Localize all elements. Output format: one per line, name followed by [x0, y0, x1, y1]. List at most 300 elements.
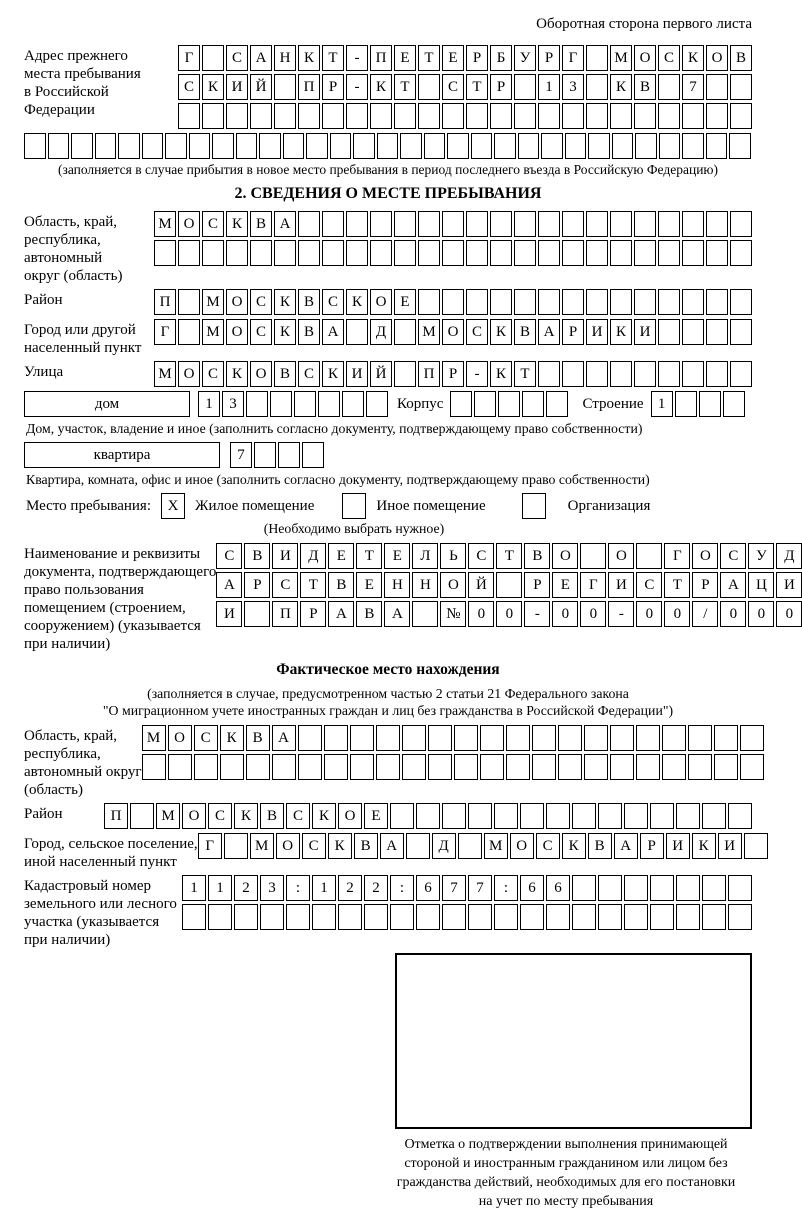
char-cell[interactable]: В	[524, 543, 550, 569]
char-cell[interactable]: Т	[466, 74, 488, 100]
char-cell[interactable]	[370, 240, 392, 266]
char-cell[interactable]: В	[730, 45, 752, 71]
char-cell[interactable]: П	[154, 289, 176, 315]
char-cell[interactable]: 2	[338, 875, 362, 901]
char-cell[interactable]	[658, 74, 680, 100]
char-cell[interactable]: О	[706, 45, 728, 71]
char-cell[interactable]	[610, 103, 632, 129]
char-cell[interactable]: С	[226, 45, 248, 71]
char-cell[interactable]: Д	[776, 543, 802, 569]
char-cell[interactable]	[324, 725, 348, 751]
char-cell[interactable]	[259, 133, 281, 159]
char-cell[interactable]	[298, 754, 322, 780]
char-cell[interactable]	[212, 133, 234, 159]
char-cell[interactable]	[168, 754, 192, 780]
char-cell[interactable]	[520, 904, 544, 930]
char-cell[interactable]	[572, 904, 596, 930]
char-cell[interactable]: О	[440, 572, 466, 598]
char-cell[interactable]: Т	[664, 572, 690, 598]
char-cell[interactable]	[480, 725, 504, 751]
char-cell[interactable]	[730, 103, 752, 129]
char-cell[interactable]: С	[216, 543, 242, 569]
char-cell[interactable]: Г	[178, 45, 200, 71]
char-cell[interactable]	[494, 133, 516, 159]
char-cell[interactable]	[194, 754, 218, 780]
char-cell[interactable]	[394, 361, 416, 387]
char-cell[interactable]	[294, 391, 316, 417]
char-cell[interactable]	[706, 133, 728, 159]
char-cell[interactable]	[250, 240, 272, 266]
char-cell[interactable]: Р	[466, 45, 488, 71]
char-cell[interactable]: Т	[496, 543, 522, 569]
char-cell[interactable]	[471, 133, 493, 159]
char-cell[interactable]: Н	[274, 45, 296, 71]
char-cell[interactable]	[394, 211, 416, 237]
char-cell[interactable]: С	[658, 45, 680, 71]
char-cell[interactable]	[706, 240, 728, 266]
char-cell[interactable]	[394, 319, 416, 345]
char-cell[interactable]	[699, 391, 721, 417]
char-cell[interactable]	[244, 601, 270, 627]
char-cell[interactable]: С	[250, 289, 272, 315]
checkbox-other-premises[interactable]	[342, 493, 366, 519]
char-cell[interactable]	[706, 361, 728, 387]
char-cell[interactable]: М	[250, 833, 274, 859]
char-cell[interactable]	[744, 833, 768, 859]
char-cell[interactable]	[220, 754, 244, 780]
checkbox-residential[interactable]: X	[161, 493, 185, 519]
char-cell[interactable]: Р	[244, 572, 270, 598]
char-cell[interactable]: Й	[468, 572, 494, 598]
checkbox-organization[interactable]	[522, 493, 546, 519]
char-cell[interactable]	[364, 904, 388, 930]
char-cell[interactable]: :	[494, 875, 518, 901]
char-cell[interactable]: А	[322, 319, 344, 345]
char-cell[interactable]	[729, 133, 751, 159]
char-cell[interactable]	[514, 289, 536, 315]
char-cell[interactable]: С	[202, 211, 224, 237]
char-cell[interactable]	[522, 391, 544, 417]
char-cell[interactable]: Р	[490, 74, 512, 100]
char-cell[interactable]	[740, 725, 764, 751]
char-cell[interactable]: А	[328, 601, 354, 627]
char-cell[interactable]: -	[524, 601, 550, 627]
char-cell[interactable]: П	[298, 74, 320, 100]
char-cell[interactable]	[634, 289, 656, 315]
char-cell[interactable]	[565, 133, 587, 159]
char-cell[interactable]	[178, 289, 200, 315]
char-cell[interactable]	[366, 391, 388, 417]
char-cell[interactable]: С	[322, 289, 344, 315]
char-cell[interactable]	[676, 875, 700, 901]
char-cell[interactable]	[658, 361, 680, 387]
char-cell[interactable]	[586, 361, 608, 387]
char-cell[interactable]	[610, 725, 634, 751]
char-cell[interactable]	[498, 391, 520, 417]
char-cell[interactable]: К	[370, 74, 392, 100]
char-cell[interactable]: К	[562, 833, 586, 859]
char-cell[interactable]	[730, 361, 752, 387]
char-cell[interactable]: 7	[682, 74, 704, 100]
char-cell[interactable]: Т	[322, 45, 344, 71]
char-cell[interactable]: К	[226, 361, 248, 387]
char-cell[interactable]	[394, 103, 416, 129]
char-cell[interactable]: С	[720, 543, 746, 569]
char-cell[interactable]	[706, 74, 728, 100]
char-cell[interactable]	[658, 103, 680, 129]
char-cell[interactable]	[474, 391, 496, 417]
char-cell[interactable]	[442, 240, 464, 266]
char-cell[interactable]: Е	[552, 572, 578, 598]
char-cell[interactable]: И	[634, 319, 656, 345]
char-cell[interactable]	[260, 904, 284, 930]
char-cell[interactable]	[518, 133, 540, 159]
char-cell[interactable]: 6	[546, 875, 570, 901]
char-cell[interactable]	[250, 103, 272, 129]
char-cell[interactable]: С	[536, 833, 560, 859]
char-cell[interactable]: Т	[418, 45, 440, 71]
char-cell[interactable]: Г	[198, 833, 222, 859]
char-cell[interactable]	[676, 904, 700, 930]
char-cell[interactable]	[490, 103, 512, 129]
char-cell[interactable]	[346, 103, 368, 129]
char-cell[interactable]: С	[178, 74, 200, 100]
char-cell[interactable]: -	[466, 361, 488, 387]
char-cell[interactable]	[118, 133, 140, 159]
char-cell[interactable]	[538, 103, 560, 129]
char-cell[interactable]	[312, 904, 336, 930]
char-cell[interactable]	[466, 103, 488, 129]
char-cell[interactable]: Е	[394, 289, 416, 315]
char-cell[interactable]: С	[194, 725, 218, 751]
char-cell[interactable]: Л	[412, 543, 438, 569]
char-cell[interactable]: О	[552, 543, 578, 569]
char-cell[interactable]: Г	[664, 543, 690, 569]
char-cell[interactable]: 0	[580, 601, 606, 627]
char-cell[interactable]	[532, 725, 556, 751]
char-cell[interactable]: К	[220, 725, 244, 751]
char-cell[interactable]: С	[468, 543, 494, 569]
char-cell[interactable]: М	[154, 211, 176, 237]
char-cell[interactable]	[532, 754, 556, 780]
char-cell[interactable]	[610, 754, 634, 780]
char-cell[interactable]	[442, 211, 464, 237]
char-cell[interactable]: А	[614, 833, 638, 859]
char-cell[interactable]	[682, 289, 704, 315]
char-cell[interactable]	[598, 875, 622, 901]
char-cell[interactable]: Е	[364, 803, 388, 829]
char-cell[interactable]	[246, 391, 268, 417]
char-cell[interactable]	[730, 319, 752, 345]
char-cell[interactable]	[514, 74, 536, 100]
char-cell[interactable]	[586, 240, 608, 266]
char-cell[interactable]: К	[298, 45, 320, 71]
char-cell[interactable]: Т	[514, 361, 536, 387]
char-cell[interactable]	[634, 103, 656, 129]
char-cell[interactable]: О	[608, 543, 634, 569]
char-cell[interactable]	[740, 754, 764, 780]
char-cell[interactable]: С	[286, 803, 310, 829]
char-cell[interactable]	[202, 45, 224, 71]
char-cell[interactable]	[418, 240, 440, 266]
char-cell[interactable]: 1	[538, 74, 560, 100]
char-cell[interactable]: К	[274, 289, 296, 315]
char-cell[interactable]: И	[216, 601, 242, 627]
char-cell[interactable]: К	[234, 803, 258, 829]
char-cell[interactable]	[202, 240, 224, 266]
char-cell[interactable]: 0	[636, 601, 662, 627]
char-cell[interactable]	[450, 391, 472, 417]
char-cell[interactable]: В	[274, 361, 296, 387]
char-cell[interactable]	[584, 725, 608, 751]
char-cell[interactable]	[270, 391, 292, 417]
char-cell[interactable]: :	[390, 875, 414, 901]
char-cell[interactable]	[208, 904, 232, 930]
char-cell[interactable]	[558, 725, 582, 751]
char-cell[interactable]: И	[346, 361, 368, 387]
char-cell[interactable]: Р	[322, 74, 344, 100]
char-cell[interactable]: Е	[328, 543, 354, 569]
char-cell[interactable]	[350, 754, 374, 780]
char-cell[interactable]: К	[346, 289, 368, 315]
char-cell[interactable]	[658, 289, 680, 315]
char-cell[interactable]	[702, 904, 726, 930]
char-cell[interactable]	[636, 543, 662, 569]
char-cell[interactable]	[182, 904, 206, 930]
char-cell[interactable]: 0	[552, 601, 578, 627]
char-cell[interactable]	[580, 543, 606, 569]
char-cell[interactable]	[322, 103, 344, 129]
char-cell[interactable]	[370, 211, 392, 237]
char-cell[interactable]	[572, 803, 596, 829]
char-cell[interactable]: В	[298, 319, 320, 345]
char-cell[interactable]	[394, 240, 416, 266]
char-cell[interactable]	[610, 240, 632, 266]
char-cell[interactable]	[480, 754, 504, 780]
char-cell[interactable]	[236, 133, 258, 159]
char-cell[interactable]	[466, 211, 488, 237]
char-cell[interactable]	[514, 211, 536, 237]
char-cell[interactable]	[468, 904, 492, 930]
char-cell[interactable]	[346, 319, 368, 345]
char-cell[interactable]: А	[380, 833, 404, 859]
char-cell[interactable]: С	[466, 319, 488, 345]
char-cell[interactable]: В	[298, 289, 320, 315]
char-cell[interactable]: 1	[182, 875, 206, 901]
char-cell[interactable]: Д	[432, 833, 456, 859]
char-cell[interactable]: Р	[640, 833, 664, 859]
char-cell[interactable]: О	[510, 833, 534, 859]
char-cell[interactable]: У	[748, 543, 774, 569]
char-cell[interactable]	[418, 103, 440, 129]
char-cell[interactable]: Е	[384, 543, 410, 569]
char-cell[interactable]	[412, 601, 438, 627]
char-cell[interactable]	[468, 803, 492, 829]
char-cell[interactable]: О	[226, 319, 248, 345]
char-cell[interactable]	[682, 240, 704, 266]
char-cell[interactable]	[418, 289, 440, 315]
char-cell[interactable]: С	[202, 361, 224, 387]
char-cell[interactable]	[298, 103, 320, 129]
char-cell[interactable]	[402, 725, 426, 751]
char-cell[interactable]	[634, 240, 656, 266]
char-cell[interactable]	[466, 240, 488, 266]
char-cell[interactable]: О	[178, 361, 200, 387]
char-cell[interactable]	[324, 754, 348, 780]
char-cell[interactable]: М	[142, 725, 166, 751]
char-cell[interactable]: М	[202, 289, 224, 315]
char-cell[interactable]: М	[154, 361, 176, 387]
char-cell[interactable]	[541, 133, 563, 159]
char-cell[interactable]	[546, 391, 568, 417]
char-cell[interactable]	[490, 240, 512, 266]
char-cell[interactable]	[283, 133, 305, 159]
char-cell[interactable]: А	[272, 725, 296, 751]
char-cell[interactable]	[610, 289, 632, 315]
char-cell[interactable]	[636, 725, 660, 751]
char-cell[interactable]: /	[692, 601, 718, 627]
char-cell[interactable]: К	[328, 833, 352, 859]
char-cell[interactable]	[390, 904, 414, 930]
char-cell[interactable]	[346, 211, 368, 237]
char-cell[interactable]	[322, 211, 344, 237]
char-cell[interactable]	[702, 875, 726, 901]
char-cell[interactable]: А	[720, 572, 746, 598]
char-cell[interactable]	[546, 803, 570, 829]
char-cell[interactable]	[586, 74, 608, 100]
char-cell[interactable]	[610, 361, 632, 387]
char-cell[interactable]	[454, 754, 478, 780]
char-cell[interactable]: 3	[222, 391, 244, 417]
char-cell[interactable]	[376, 725, 400, 751]
char-cell[interactable]	[406, 833, 430, 859]
char-cell[interactable]	[598, 803, 622, 829]
char-cell[interactable]	[558, 754, 582, 780]
char-cell[interactable]	[142, 133, 164, 159]
char-cell[interactable]: 1	[208, 875, 232, 901]
char-cell[interactable]	[400, 133, 422, 159]
char-cell[interactable]	[353, 133, 375, 159]
char-cell[interactable]	[322, 240, 344, 266]
char-cell[interactable]: К	[610, 319, 632, 345]
char-cell[interactable]: В	[250, 211, 272, 237]
char-cell[interactable]: В	[246, 725, 270, 751]
char-cell[interactable]	[635, 133, 657, 159]
char-cell[interactable]	[538, 211, 560, 237]
char-cell[interactable]	[636, 754, 660, 780]
char-cell[interactable]	[730, 74, 752, 100]
char-cell[interactable]	[706, 289, 728, 315]
char-cell[interactable]	[572, 875, 596, 901]
char-cell[interactable]	[298, 725, 322, 751]
char-cell[interactable]: П	[272, 601, 298, 627]
char-cell[interactable]	[274, 240, 296, 266]
char-cell[interactable]: А	[538, 319, 560, 345]
char-cell[interactable]	[506, 754, 530, 780]
char-cell[interactable]	[428, 754, 452, 780]
char-cell[interactable]	[688, 754, 712, 780]
char-cell[interactable]	[390, 803, 414, 829]
char-cell[interactable]: Т	[300, 572, 326, 598]
char-cell[interactable]: К	[312, 803, 336, 829]
char-cell[interactable]: П	[418, 361, 440, 387]
char-cell[interactable]: К	[682, 45, 704, 71]
char-cell[interactable]	[659, 133, 681, 159]
char-cell[interactable]: О	[692, 543, 718, 569]
char-cell[interactable]: К	[226, 211, 248, 237]
char-cell[interactable]: Р	[524, 572, 550, 598]
char-cell[interactable]: 6	[520, 875, 544, 901]
char-cell[interactable]	[624, 875, 648, 901]
char-cell[interactable]: Р	[538, 45, 560, 71]
char-cell[interactable]	[650, 875, 674, 901]
char-cell[interactable]: В	[514, 319, 536, 345]
char-cell[interactable]: Й	[370, 361, 392, 387]
char-cell[interactable]: И	[718, 833, 742, 859]
char-cell[interactable]	[612, 133, 634, 159]
char-cell[interactable]: -	[346, 74, 368, 100]
char-cell[interactable]: И	[776, 572, 802, 598]
char-cell[interactable]: Д	[370, 319, 392, 345]
char-cell[interactable]	[226, 240, 248, 266]
char-cell[interactable]	[562, 240, 584, 266]
char-cell[interactable]	[370, 103, 392, 129]
char-cell[interactable]	[342, 391, 364, 417]
char-cell[interactable]: П	[104, 803, 128, 829]
char-cell[interactable]	[154, 240, 176, 266]
char-cell[interactable]: Е	[394, 45, 416, 71]
char-cell[interactable]	[306, 133, 328, 159]
char-cell[interactable]: Ь	[440, 543, 466, 569]
char-cell[interactable]: И	[666, 833, 690, 859]
char-cell[interactable]	[178, 103, 200, 129]
confirmation-stamp-box[interactable]	[395, 953, 752, 1129]
char-cell[interactable]	[650, 803, 674, 829]
char-cell[interactable]: 1	[651, 391, 673, 417]
char-cell[interactable]	[442, 103, 464, 129]
char-cell[interactable]	[165, 133, 187, 159]
char-cell[interactable]: О	[250, 361, 272, 387]
char-cell[interactable]: Р	[442, 361, 464, 387]
char-cell[interactable]: Г	[562, 45, 584, 71]
char-cell[interactable]	[234, 904, 258, 930]
char-cell[interactable]	[688, 725, 712, 751]
char-cell[interactable]	[730, 289, 752, 315]
char-cell[interactable]: П	[370, 45, 392, 71]
char-cell[interactable]	[658, 211, 680, 237]
char-cell[interactable]: В	[244, 543, 270, 569]
char-cell[interactable]: А	[274, 211, 296, 237]
char-cell[interactable]	[728, 875, 752, 901]
char-cell[interactable]	[490, 211, 512, 237]
char-cell[interactable]	[416, 904, 440, 930]
char-cell[interactable]	[418, 74, 440, 100]
char-cell[interactable]: О	[168, 725, 192, 751]
char-cell[interactable]	[298, 211, 320, 237]
char-cell[interactable]: Н	[412, 572, 438, 598]
char-cell[interactable]	[538, 361, 560, 387]
char-cell[interactable]	[714, 725, 738, 751]
char-cell[interactable]	[634, 361, 656, 387]
char-cell[interactable]: Е	[356, 572, 382, 598]
char-cell[interactable]: Г	[154, 319, 176, 345]
char-cell[interactable]: Т	[394, 74, 416, 100]
char-cell[interactable]: В	[356, 601, 382, 627]
char-cell[interactable]	[71, 133, 93, 159]
char-cell[interactable]: К	[322, 361, 344, 387]
char-cell[interactable]: В	[328, 572, 354, 598]
char-cell[interactable]	[624, 803, 648, 829]
